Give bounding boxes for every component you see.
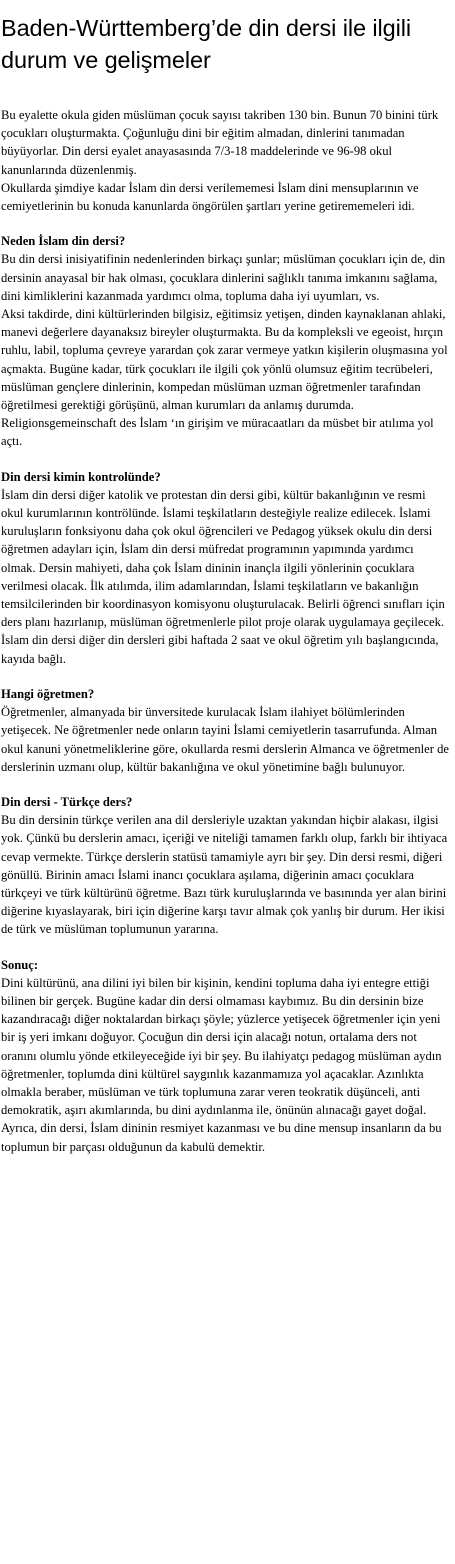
why-islam-section bbox=[1, 232, 451, 450]
conclusion-heading: Sonuç: bbox=[1, 957, 39, 972]
turkish-lesson-paragraph-1: Bu din dersinin türkçe verilen ana dil dersleriyle uzaktan yakından hiçbir alakası, ilgisi yok. Çünkü bu derslerin amacı, içeriği ve niteliği tamamen farklı olup, farklı bir ihtiyaca cevap vermekte. Türkçe derslerin statüsü tamamiyle ayrı bir şey. Din dersi resmi, diğeri gönüllü. Birinin amacı İslami inancı çocuklara aşılama, diğerinin amacı çocuklara türkçeyi ve türk kültürünü öğretme. Bazı türk kuruluşlarında ve basınında yer alan birini diğerine kıyaslayarak, biri için diğerine karşı tavır almak çok yanlış bir durum. Her ikisi de türk ve müslüman toplumunun yararına. bbox=[1, 813, 448, 937]
why-islam-heading: Neden İslam din dersi? bbox=[1, 234, 126, 249]
intro-section bbox=[1, 106, 451, 215]
why-islam-paragraph-1: Bu din dersi inisiyatifinin nedenlerinden birkaçı şunlar; müslüman çocukları için de, din dersinin anayasal bir hak olması, çocuklara dinlerini sağlıklı tanıma imkanını sağlama, dini kimliklerini kazanmada yardımcı olma, topluma daha iyi uyumları, vs. bbox=[1, 252, 446, 303]
teacher-heading: Hangi öğretmen? bbox=[1, 686, 95, 701]
intro-paragraph-1: Bu eyalette okula giden müslüman çocuk sayısı takriben 130 bin. Bunun 70 binini türk çocukları oluşturmakta. Çoğunluğu dini bir eğitim almadan, dinlerini tanımadan büyüyorlar. Din dersi eyalet anayasasında 7/3-18 maddelerinde ve 96-98 okul kanunlarında düzenlenmiş. bbox=[1, 108, 439, 177]
control-section bbox=[1, 468, 451, 668]
intro-paragraph-2: Okullarda şimdiye kadar İslam din dersi verilememesi İslam dini mensuplarının ve cemiyetlerinin bu konuda kanunlarda öngörülen şartları yerine getirememeleri idi. bbox=[1, 180, 419, 214]
why-islam-paragraph-2: Aksi takdirde, dini kültürlerinden bilgisiz, eğitimsiz yetişen, dinden kaynaklanan ahlaki, manevi değerlere dayanaksız bireyler oluşturmakta. Bu da kompleksli ve egeoist, hırçın ruhlu, labil, topluma çevreye yarardan çok zarar vermeye yatkın kişilerin oluşmasına yol açmakta. Bugüne kadar, türk çocukları ile ilgili çok yönlü olumsuz eğitim tecrübeleri, müslüman gençlere dinlerinin, kompedan müslüman uzman öğretmenler tarafından öğretilmesi gerektiği görüşünü, alman kurumları da anlamış durumda. Religionsgemeinschaft des İslam ‘ın girişim ve müracaatları da müsbet bir atılıma yol açtı. bbox=[1, 307, 448, 449]
conclusion-paragraph-1: Dini kültürünü, ana dilini iyi bilen bir kişinin, kendini topluma daha iyi entegre ettiği bilinen bir gerçek. Bugüne kadar din dersi olmaması kaybımız. Bu din dersinin bize kazandıracağı diğer noktalardan birkaçı şöyle; yüzlerce yetişecek öğretmenler için yeni bir iş yeri imkanı doğuyor. Çocuğun din dersi için alacağı notun, ortalama ders not oranını olumlu yönde etkileyeceğide iyi bir şey. Bu ilahiyatçı pedagog müslüman aydın öğretmenler, toplumda dini kültürel saygınlık kazanmamıza yol açacaklar. Azınlıkta olmakla beraber, müslüman ve türk toplumuna zarar veren teokratik düşünceli, anti demokratik, aşırı akımlarında, bu dini aydınlanma ile, önünün alınacağı gayet doğal. Ayrıca, din dersi, İslam dininin resmiyet kazanması ve bu dine mensup insanların da bu toplumun bir parçası olduğunun da kabulü demektir. bbox=[1, 975, 442, 1154]
control-heading: Din dersi kimin kontrolünde? bbox=[1, 469, 161, 484]
control-paragraph-1: İslam din dersi diğer katolik ve protestan din dersi gibi, kültür bakanlığının ve resmi okul kurumlarının kontrölünde. İslami teşkilatların desteğiyle realize edilecek. İslami kuruluşların fonksiyonu daha çok okul öğrencileri ve Pedagog yüksek okulu din dersi öğretmen adayları için, İslam din dersi müfredat programının yapımında yardımcı olmak. Dersin mahiyeti, daha çok İslam dininin inançla ilgili yönlerinin çocuklara verilmesi olacak. İlk atılımda, ilim adamlarından, İslami teşkilatların ve bakanlığın temsilcilerinden bir koordinasyon komisyonu oluşturulacak. Belirli öğrenci sınıfları için ders planı hazırlanıp, müslüman öğretmenlerle pilot proje olarak uygulamaya geçilecek. İslam din dersi diğer din dersleri gibi haftada 2 saat ve okul öğretim yılı başlangıcında, kayıda bağlı. bbox=[1, 487, 445, 666]
conclusion-section bbox=[1, 956, 451, 1156]
turkish-lesson-heading: Din dersi - Türkçe ders? bbox=[1, 794, 133, 809]
document-title: Baden-Württemberg’de din dersi ile ilgili durum ve gelişmeler bbox=[1, 15, 411, 73]
teacher-paragraph-1: Öğretmenler, almanyada bir ünversitede kurulacak İslam ilahiyet bölümlerinden yetişecek. Ne öğretmenler nede onların tayini İslami cemiyetlerin tasarrufunda. Alman okul kanuni yönetmeliklerine göre, okullarda resmi derslerin Almanca ve öğretmenler de derslerinin uzmanı olup, kültür bakanlığına ve okul yönetimine bağlı bulunuyor. bbox=[1, 705, 449, 774]
turkish-lesson-section bbox=[1, 793, 451, 939]
teacher-section bbox=[1, 685, 451, 776]
